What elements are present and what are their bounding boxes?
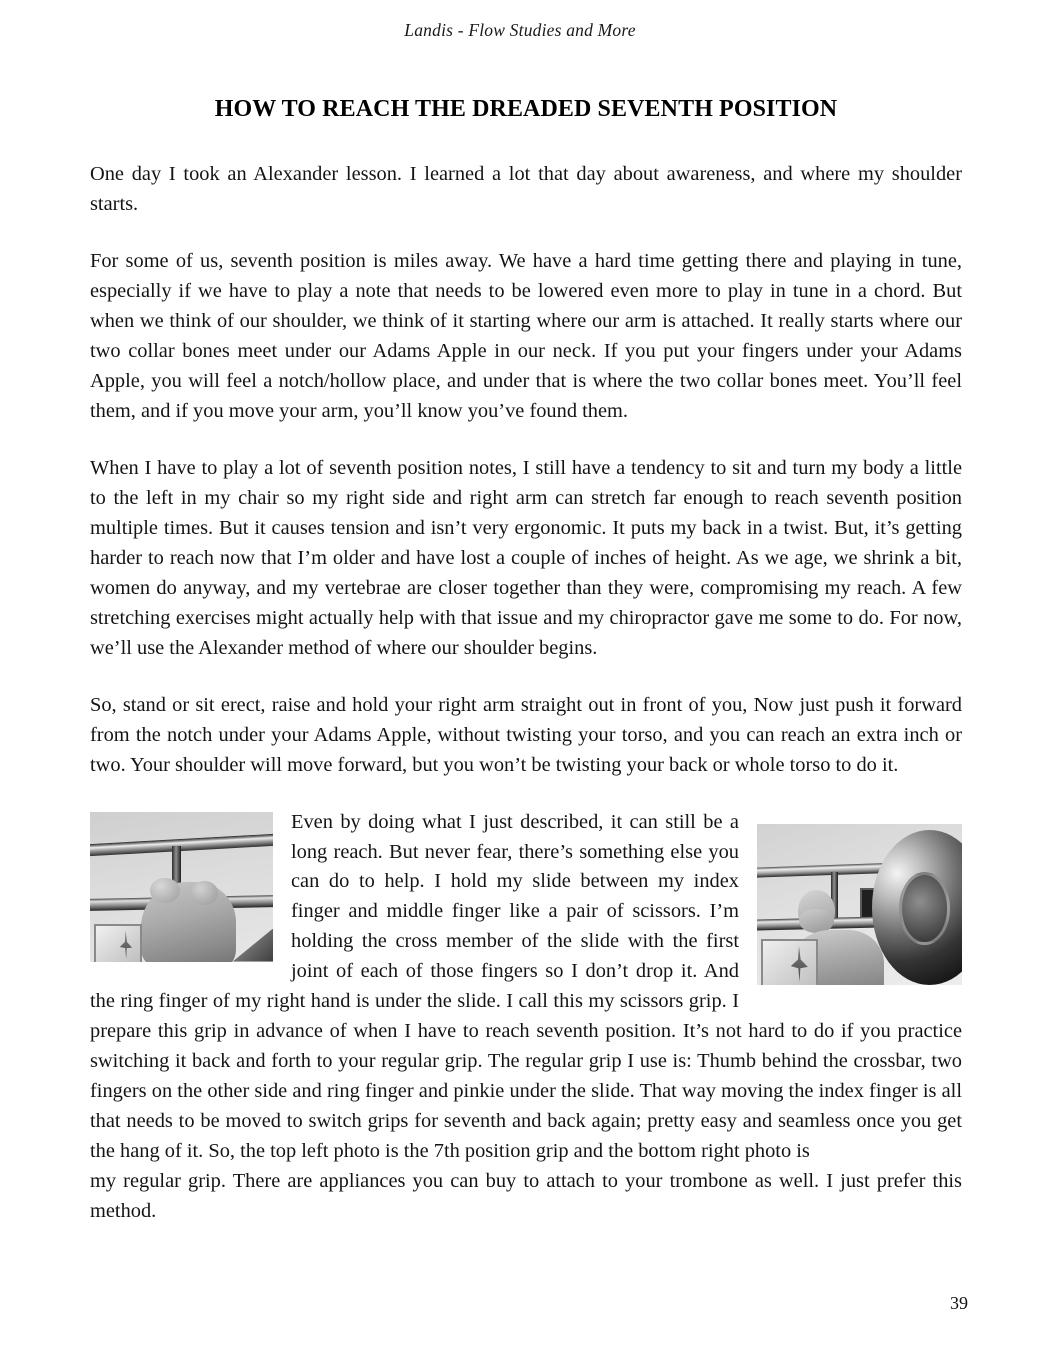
paragraph-4: So, stand or sit erect, raise and hold your right arm straight out in front of you, Now just push it forward from the notch under your Adams Apple, without twisting your torso, and you can reach an extra inch or two. Your shoulder will move forward, but you won’t be twisting your back or whole torso to do it.	[90, 693, 962, 776]
closing-paragraph: my regular grip. There are appliances you can buy to attach to your trombone as well. I just prefer this method.	[90, 1170, 962, 1223]
fingers-on-crossbar	[798, 890, 835, 932]
page-number: 39	[950, 1293, 968, 1313]
wrapped-paragraph: Even by doing what I just described, it can still be a long reach. But never fear, there’s something else you can do to help. I hold my slide between my index finger and middle finger like a pair of scissors. I’m holding the cross member of the slide with the first joint of each of those fingers so I don’t drop it. And the ring finger of my right hand is under the slide. I call this my scissors grip. I prepare this grip in advance of when I have to reach seventh position. It’s not hard to do if you practice switching it back and forth to your regular grip. The regular grip I use is: Thumb behind the crossbar, two fingers on the other side and ring finger and pinkie under the slide. That way moving the index finger is all that needs to be moved to switch grips for seventh and back again; pretty easy and seamless once you get the hang of it. So, the top left photo is the 7th position grip and the bottom right photo is	[90, 810, 962, 1163]
wall-picture-frame	[94, 924, 142, 962]
paragraph-2: For some of us, seventh position is miles away. We have a hard time getting there and playing in tune, especially if we have to play a note that needs to be lowered even more to play in tune in a chord. But when we think of our shoulder, we think of it starting where our arm is attached. It really starts where our two collar bones meet under our Adams Apple in our neck. If you put your fingers under your Adams Apple, you will feel a notch/hollow place, and under that is where the two collar bones meet. You’ll feel them, and if you move your arm, you’ll know you’ve found them.	[90, 249, 962, 422]
index-finger	[150, 878, 179, 904]
running-head: Landis - Flow Studies and More	[404, 20, 636, 40]
page-content	[90, 95, 962, 1227]
page-title: HOW TO REACH THE DREADED SEVENTH POSITION	[214, 96, 838, 122]
wall-picture-frame	[761, 939, 818, 984]
photo-regular-grip	[757, 824, 962, 985]
paragraph-1: One day I took an Alexander lesson. I learned a lot that day about awareness, and where my shoulder starts.	[90, 162, 962, 215]
middle-finger	[191, 881, 218, 905]
illustrated-section	[90, 808, 962, 1168]
photo-scissors-grip	[90, 812, 273, 962]
paragraph-3: When I have to play a lot of seventh position notes, I still have a tendency to sit and turn my body a little to the left in my chair so my right side and right arm can stretch far enough to reach seventh position multiple times. But it causes tension and isn’t very ergonomic. It puts my back in a twist. But, it’s getting harder to reach now that I’m older and have lost a couple of inches of height. As we age, we shrink a bit, women do anyway, and my vertebrae are closer together than they were, compromising my reach. A few stretching exercises might actually help with that issue and my chiropractor gave me some to do. For now, we’ll use the Alexander method of where our shoulder begins.	[90, 456, 962, 659]
bell-reflection	[899, 872, 950, 946]
